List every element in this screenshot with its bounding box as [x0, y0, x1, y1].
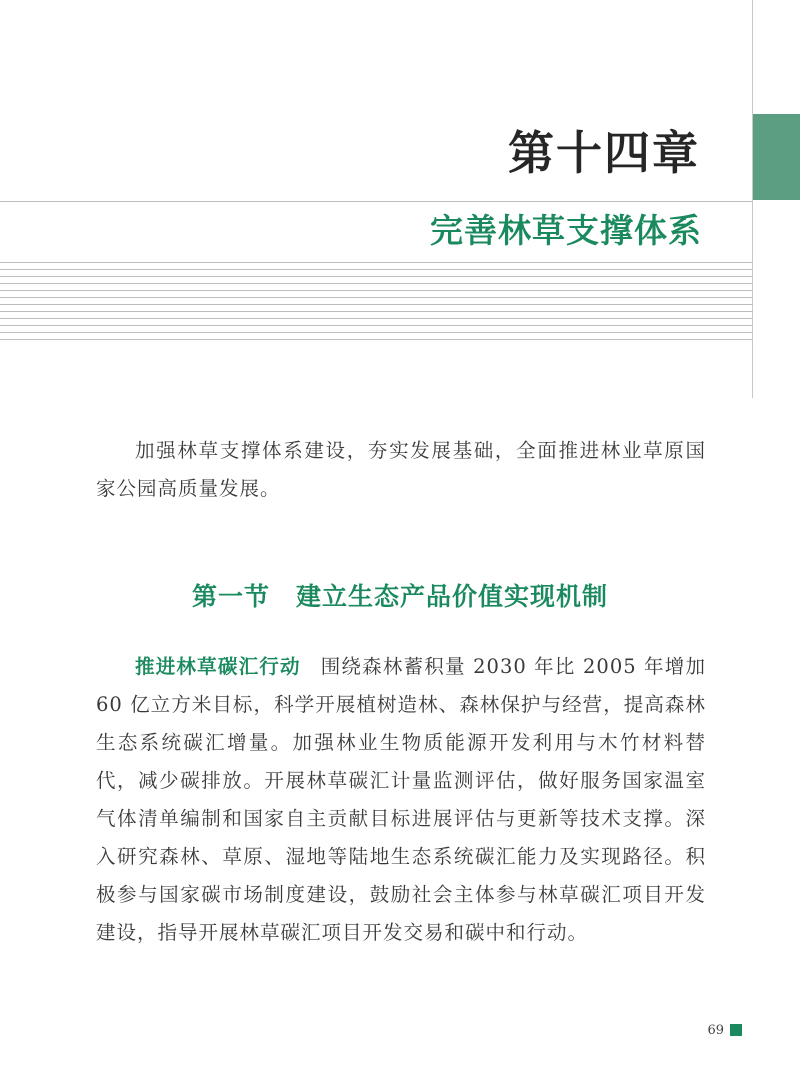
- paragraph-lead: 推进林草碳汇行动: [135, 655, 301, 678]
- intro-paragraph: 加强林草支撑体系建设，夯实发展基础，全面推进林业草原国家公园高质量发展。: [96, 439, 706, 500]
- paragraph-text: 围绕森林蓄积量 2030 年比 2005 年增加 60 亿立方米目标，科学开展植树造林、森林保护与经营，提高森林生态系统碳汇增量。加强林业生物质能源开发利用与木竹材料替代，减少碳排放。开展林草碳汇计量监测评估，做好服务国家温室气体清单编制和国家自主贡献目标进展评估与更新等技术支撑。深入研究森林、草原、湿地等陆地生态系统碳汇能力及实现路径。积极参与国家碳市场制度建设，鼓励社会主体参与林草碳汇项目开发建设，指导开展林草碳汇项目开发交易和碳中和行动。: [96, 655, 706, 944]
- decorative-stripes: [0, 262, 753, 346]
- section-title: 第一节 建立生态产品价值实现机制: [191, 582, 608, 611]
- section-paragraph: [96, 648, 706, 952]
- chapter-tab-marker: [753, 114, 800, 200]
- page-number: 69: [707, 1023, 724, 1038]
- chapter-title: 第十四章: [508, 126, 700, 180]
- chapter-subtitle: 完善林草支撑体系: [430, 211, 702, 250]
- page-marker-square: [730, 1024, 742, 1036]
- chapter-divider: [0, 201, 753, 202]
